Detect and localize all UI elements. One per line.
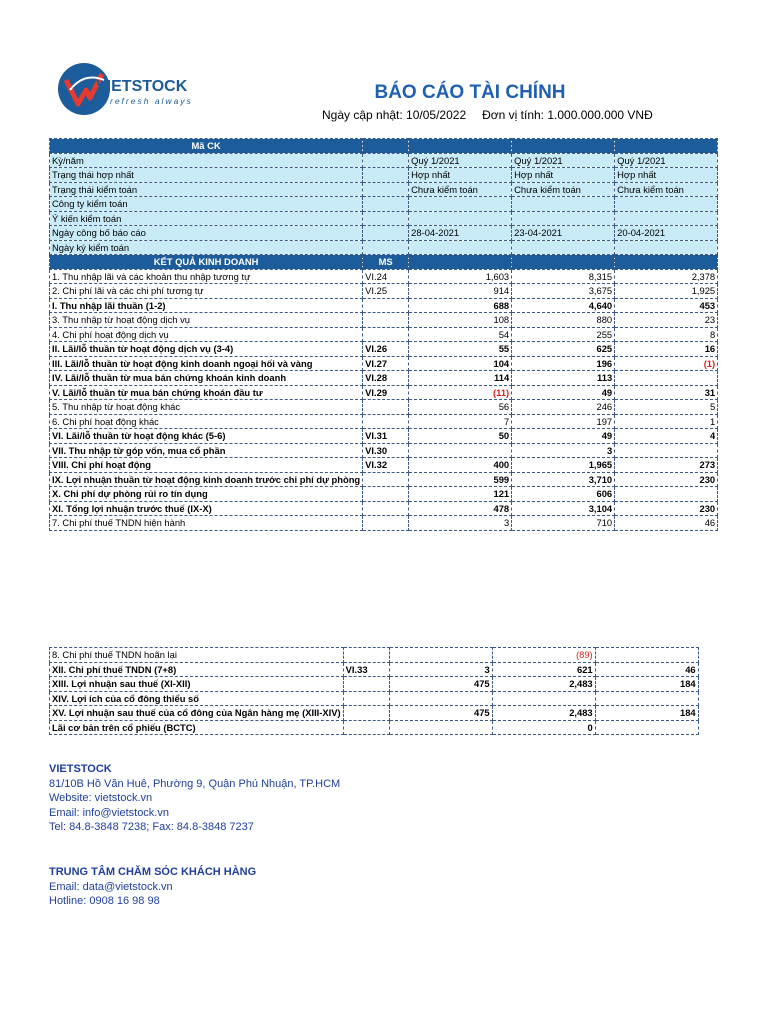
table-row xyxy=(50,371,718,386)
value-cell: 3 xyxy=(512,443,615,458)
row-label: 2. Chi phí lãi và các chi phí tương tự xyxy=(50,284,363,299)
value-cell: 49 xyxy=(512,429,615,444)
row-label: 1. Thu nhập lãi và các khoản thu nhập tương tự xyxy=(50,269,363,284)
meta-row xyxy=(50,226,718,241)
ticker-header: ABB xyxy=(409,139,512,154)
meta-value: 20-04-2021 xyxy=(615,226,718,241)
financial-table-continued xyxy=(49,647,699,735)
meta-value: Hợp nhất xyxy=(409,168,512,183)
value-cell: 273 xyxy=(615,458,718,473)
value-cell: 914 xyxy=(409,284,512,299)
row-label: XII. Chi phí thuế TNDN (7+8) xyxy=(50,662,344,677)
meta-value xyxy=(512,240,615,255)
meta-value: Quý 1/2021 xyxy=(409,153,512,168)
table-row xyxy=(50,662,699,677)
ms-cell xyxy=(363,168,409,183)
row-label: III. Lãi/lỗ thuần từ hoạt động kinh doanh ngoại hối và vàng xyxy=(50,356,363,371)
value-cell: (11) xyxy=(409,385,512,400)
ms-cell xyxy=(363,313,409,328)
row-label: Ý kiến kiểm toán xyxy=(50,211,363,226)
value-cell xyxy=(595,648,698,663)
meta-row xyxy=(50,153,718,168)
company-address: 81/10B Hồ Văn Huê, Phường 9, Quận Phú Nhuận, TP.HCM xyxy=(49,777,341,790)
ms-cell xyxy=(343,706,389,721)
table-row xyxy=(50,429,718,444)
row-label: 5. Thu nhập từ hoạt động khác xyxy=(50,400,363,415)
table-row xyxy=(50,269,718,284)
financial-table xyxy=(49,138,718,531)
table-row xyxy=(50,516,718,531)
value-cell: 114 xyxy=(409,371,512,386)
value-cell: (1) xyxy=(615,356,718,371)
company-email[interactable]: Email: info@vietstock.vn xyxy=(49,806,169,819)
value-cell: 50 xyxy=(409,429,512,444)
table-row xyxy=(50,342,718,357)
meta-value xyxy=(409,240,512,255)
value-cell: 255 xyxy=(512,327,615,342)
ms-cell xyxy=(343,691,389,706)
company-phone: Tel: 84.8-3848 7238; Fax: 84.8-3848 7237 xyxy=(49,821,254,834)
svg-text:VIETSTOCK: VIETSTOCK xyxy=(96,78,188,95)
income-section-header xyxy=(50,255,718,270)
value-cell: 230 xyxy=(615,501,718,516)
table-row xyxy=(50,648,699,663)
row-label: VI. Lãi/lỗ thuần từ hoạt động khác (5-6) xyxy=(50,429,363,444)
value-cell: 55 xyxy=(409,342,512,357)
value-cell xyxy=(615,371,718,386)
meta-value xyxy=(512,197,615,212)
value-cell: 475 xyxy=(389,706,492,721)
row-label: XI. Tổng lợi nhuận trước thuế (IX-X) xyxy=(50,501,363,516)
vietstock-logo xyxy=(56,60,236,118)
ms-cell xyxy=(363,182,409,197)
value-cell: 2,378 xyxy=(615,269,718,284)
meta-row xyxy=(50,182,718,197)
value-cell: 246 xyxy=(512,400,615,415)
ms-cell xyxy=(363,226,409,241)
meta-row xyxy=(50,197,718,212)
meta-row xyxy=(50,168,718,183)
ms-cell: VI.29 xyxy=(363,385,409,400)
row-label: X. Chi phí dự phòng rủi ro tín dụng xyxy=(50,487,363,502)
value-cell xyxy=(595,720,698,735)
value-cell: 880 xyxy=(512,313,615,328)
unit-label: Đơn vị tính: 1.000.000.000 VNĐ xyxy=(482,108,653,122)
ms-cell: VI.27 xyxy=(363,356,409,371)
value-cell: 23 xyxy=(615,313,718,328)
value-cell: 2,483 xyxy=(492,677,595,692)
value-cell: 49 xyxy=(512,385,615,400)
meta-value: Quý 1/2021 xyxy=(512,153,615,168)
ms-cell: VI.24 xyxy=(363,269,409,284)
value-cell: 688 xyxy=(409,298,512,313)
ticker-header-row xyxy=(50,139,718,154)
row-label: XV. Lợi nhuận sau thuế của cổ đông của Ngân hàng mẹ (XIII-XIV) xyxy=(50,706,344,721)
table-row xyxy=(50,298,718,313)
value-cell: 184 xyxy=(595,677,698,692)
value-cell: 108 xyxy=(409,313,512,328)
value-cell: 3,675 xyxy=(512,284,615,299)
value-cell: 3,710 xyxy=(512,472,615,487)
ms-cell xyxy=(363,472,409,487)
row-label: IV. Lãi/lỗ thuần từ mua bán chứng khoán kinh doanh xyxy=(50,371,363,386)
meta-value: Hợp nhất xyxy=(512,168,615,183)
value-cell: 8 xyxy=(615,327,718,342)
value-cell: 7 xyxy=(409,414,512,429)
value-cell: 453 xyxy=(615,298,718,313)
ms-cell: VI.28 xyxy=(363,371,409,386)
table-row xyxy=(50,414,718,429)
ms-header: MS xyxy=(363,255,409,270)
ms-cell xyxy=(363,516,409,531)
value-cell xyxy=(492,691,595,706)
row-label: Lãi cơ bản trên cổ phiếu (BCTC) xyxy=(50,720,344,735)
meta-value: Chưa kiểm toán xyxy=(615,182,718,197)
table-row xyxy=(50,691,699,706)
header-blank xyxy=(409,255,512,270)
table-row xyxy=(50,487,718,502)
ms-cell xyxy=(343,720,389,735)
ms-cell xyxy=(343,648,389,663)
meta-value: Chưa kiểm toán xyxy=(409,182,512,197)
income-header-label: KẾT QUẢ KINH DOANH xyxy=(50,255,363,270)
value-cell: 1,925 xyxy=(615,284,718,299)
company-info xyxy=(49,762,340,835)
ticker-header: BAB xyxy=(615,139,718,154)
value-cell: 196 xyxy=(512,356,615,371)
value-cell: 3 xyxy=(409,516,512,531)
value-cell: 621 xyxy=(492,662,595,677)
header-blank xyxy=(512,255,615,270)
value-cell xyxy=(389,691,492,706)
row-label: Ngày ký kiểm toán xyxy=(50,240,363,255)
value-cell xyxy=(615,487,718,502)
page-title: BÁO CÁO TÀI CHÍNH xyxy=(374,82,566,103)
value-cell: 1,965 xyxy=(512,458,615,473)
customer-care-email[interactable]: Email: data@vietstock.vn xyxy=(49,880,173,893)
value-cell: 5 xyxy=(615,400,718,415)
ms-cell: VI.33 xyxy=(343,662,389,677)
value-cell: 8,315 xyxy=(512,269,615,284)
row-label: 8. Chi phí thuế TNDN hoãn lại xyxy=(50,648,344,663)
ms-cell xyxy=(363,211,409,226)
value-cell: 121 xyxy=(409,487,512,502)
ms-cell xyxy=(363,298,409,313)
value-cell: 56 xyxy=(409,400,512,415)
row-label: XIV. Lợi ích của cổ đông thiểu số xyxy=(50,691,344,706)
ms-cell: VI.31 xyxy=(363,429,409,444)
value-cell: 2,483 xyxy=(492,706,595,721)
table-row xyxy=(50,385,718,400)
value-cell: 104 xyxy=(409,356,512,371)
meta-value xyxy=(512,211,615,226)
value-cell xyxy=(409,443,512,458)
value-cell: 400 xyxy=(409,458,512,473)
value-cell: 625 xyxy=(512,342,615,357)
row-label: Kỳ/năm xyxy=(50,153,363,168)
ms-cell xyxy=(343,677,389,692)
ms-cell xyxy=(363,327,409,342)
row-label: 3. Thu nhập từ hoạt động dịch vụ xyxy=(50,313,363,328)
customer-care-hotline: Hotline: 0908 16 98 98 xyxy=(49,895,160,908)
row-label: 6. Chi phí hoạt động khác xyxy=(50,414,363,429)
row-label: II. Lãi/lỗ thuần từ hoạt động dịch vụ (3-4) xyxy=(50,342,363,357)
value-cell xyxy=(595,691,698,706)
ticker-header: ACB xyxy=(512,139,615,154)
row-label: VII. Thu nhập từ góp vốn, mua cổ phần xyxy=(50,443,363,458)
meta-value: 23-04-2021 xyxy=(512,226,615,241)
customer-care-title: TRUNG TÂM CHĂM SÓC KHÁCH HÀNG xyxy=(49,866,257,878)
table-row xyxy=(50,284,718,299)
ms-cell xyxy=(363,414,409,429)
value-cell: 3 xyxy=(389,662,492,677)
value-cell: 113 xyxy=(512,371,615,386)
value-cell: 46 xyxy=(615,516,718,531)
value-cell xyxy=(389,648,492,663)
table-row xyxy=(50,720,699,735)
table-row xyxy=(50,677,699,692)
ms-cell: VI.32 xyxy=(363,458,409,473)
value-cell: 0 xyxy=(492,720,595,735)
value-cell: (89) xyxy=(492,648,595,663)
meta-value xyxy=(409,197,512,212)
updated-date: Ngày cập nhật: 10/05/2022 xyxy=(322,108,467,122)
value-cell: 475 xyxy=(389,677,492,692)
value-cell: 184 xyxy=(595,706,698,721)
meta-value: Chưa kiểm toán xyxy=(512,182,615,197)
value-cell: 4 xyxy=(615,429,718,444)
meta-value: Quý 1/2021 xyxy=(615,153,718,168)
meta-row xyxy=(50,211,718,226)
meta-value xyxy=(615,197,718,212)
value-cell xyxy=(615,443,718,458)
table-row xyxy=(50,472,718,487)
ms-cell xyxy=(363,487,409,502)
report-subtitle xyxy=(322,108,653,122)
table-row xyxy=(50,443,718,458)
value-cell xyxy=(389,720,492,735)
meta-value: Hợp nhất xyxy=(615,168,718,183)
value-cell: 1 xyxy=(615,414,718,429)
svg-text:refresh always: refresh always xyxy=(110,96,193,106)
value-cell: 710 xyxy=(512,516,615,531)
ms-cell: VI.26 xyxy=(363,342,409,357)
value-cell: 4,640 xyxy=(512,298,615,313)
ticker-column-header: Mã CK xyxy=(50,139,363,154)
row-label: 7. Chi phí thuế TNDN hiện hành xyxy=(50,516,363,531)
row-label: IX. Lợi nhuận thuần từ hoạt động kinh doanh trước chi phí dự phòng xyxy=(50,472,363,487)
table-row xyxy=(50,327,718,342)
ms-cell xyxy=(363,153,409,168)
value-cell: 599 xyxy=(409,472,512,487)
header-blank xyxy=(615,255,718,270)
ms-cell xyxy=(363,240,409,255)
table-row xyxy=(50,706,699,721)
row-label: Trạng thái hợp nhất xyxy=(50,168,363,183)
customer-care-info xyxy=(49,865,256,909)
company-website[interactable]: Website: vietstock.vn xyxy=(49,792,153,805)
value-cell: 54 xyxy=(409,327,512,342)
ms-column-header xyxy=(363,139,409,154)
table-row xyxy=(50,400,718,415)
meta-value xyxy=(615,240,718,255)
value-cell: 3,104 xyxy=(512,501,615,516)
row-label: I. Thu nhập lãi thuần (1-2) xyxy=(50,298,363,313)
row-label: XIII. Lợi nhuận sau thuế (XI-XII) xyxy=(50,677,344,692)
ms-cell: VI.25 xyxy=(363,284,409,299)
meta-row xyxy=(50,240,718,255)
table-row xyxy=(50,356,718,371)
value-cell: 16 xyxy=(615,342,718,357)
value-cell: 230 xyxy=(615,472,718,487)
ms-cell xyxy=(363,501,409,516)
value-cell: 46 xyxy=(595,662,698,677)
row-label: Trạng thái kiểm toán xyxy=(50,182,363,197)
table-row xyxy=(50,501,718,516)
value-cell: 31 xyxy=(615,385,718,400)
meta-value xyxy=(615,211,718,226)
table-row xyxy=(50,313,718,328)
row-label: V. Lãi/lỗ thuần từ mua bán chứng khoán đầu tư xyxy=(50,385,363,400)
row-label: Ngày công bố báo cáo xyxy=(50,226,363,241)
row-label: VIII. Chi phí hoạt động xyxy=(50,458,363,473)
value-cell: 478 xyxy=(409,501,512,516)
value-cell: 606 xyxy=(512,487,615,502)
value-cell: 197 xyxy=(512,414,615,429)
company-name: VIETSTOCK xyxy=(49,763,112,775)
table-row xyxy=(50,458,718,473)
value-cell: 1,603 xyxy=(409,269,512,284)
ms-cell xyxy=(363,197,409,212)
ms-cell: VI.30 xyxy=(363,443,409,458)
row-label: 4. Chi phí hoạt động dịch vụ xyxy=(50,327,363,342)
meta-value: 28-04-2021 xyxy=(409,226,512,241)
meta-value xyxy=(409,211,512,226)
row-label: Công ty kiểm toán xyxy=(50,197,363,212)
ms-cell xyxy=(363,400,409,415)
